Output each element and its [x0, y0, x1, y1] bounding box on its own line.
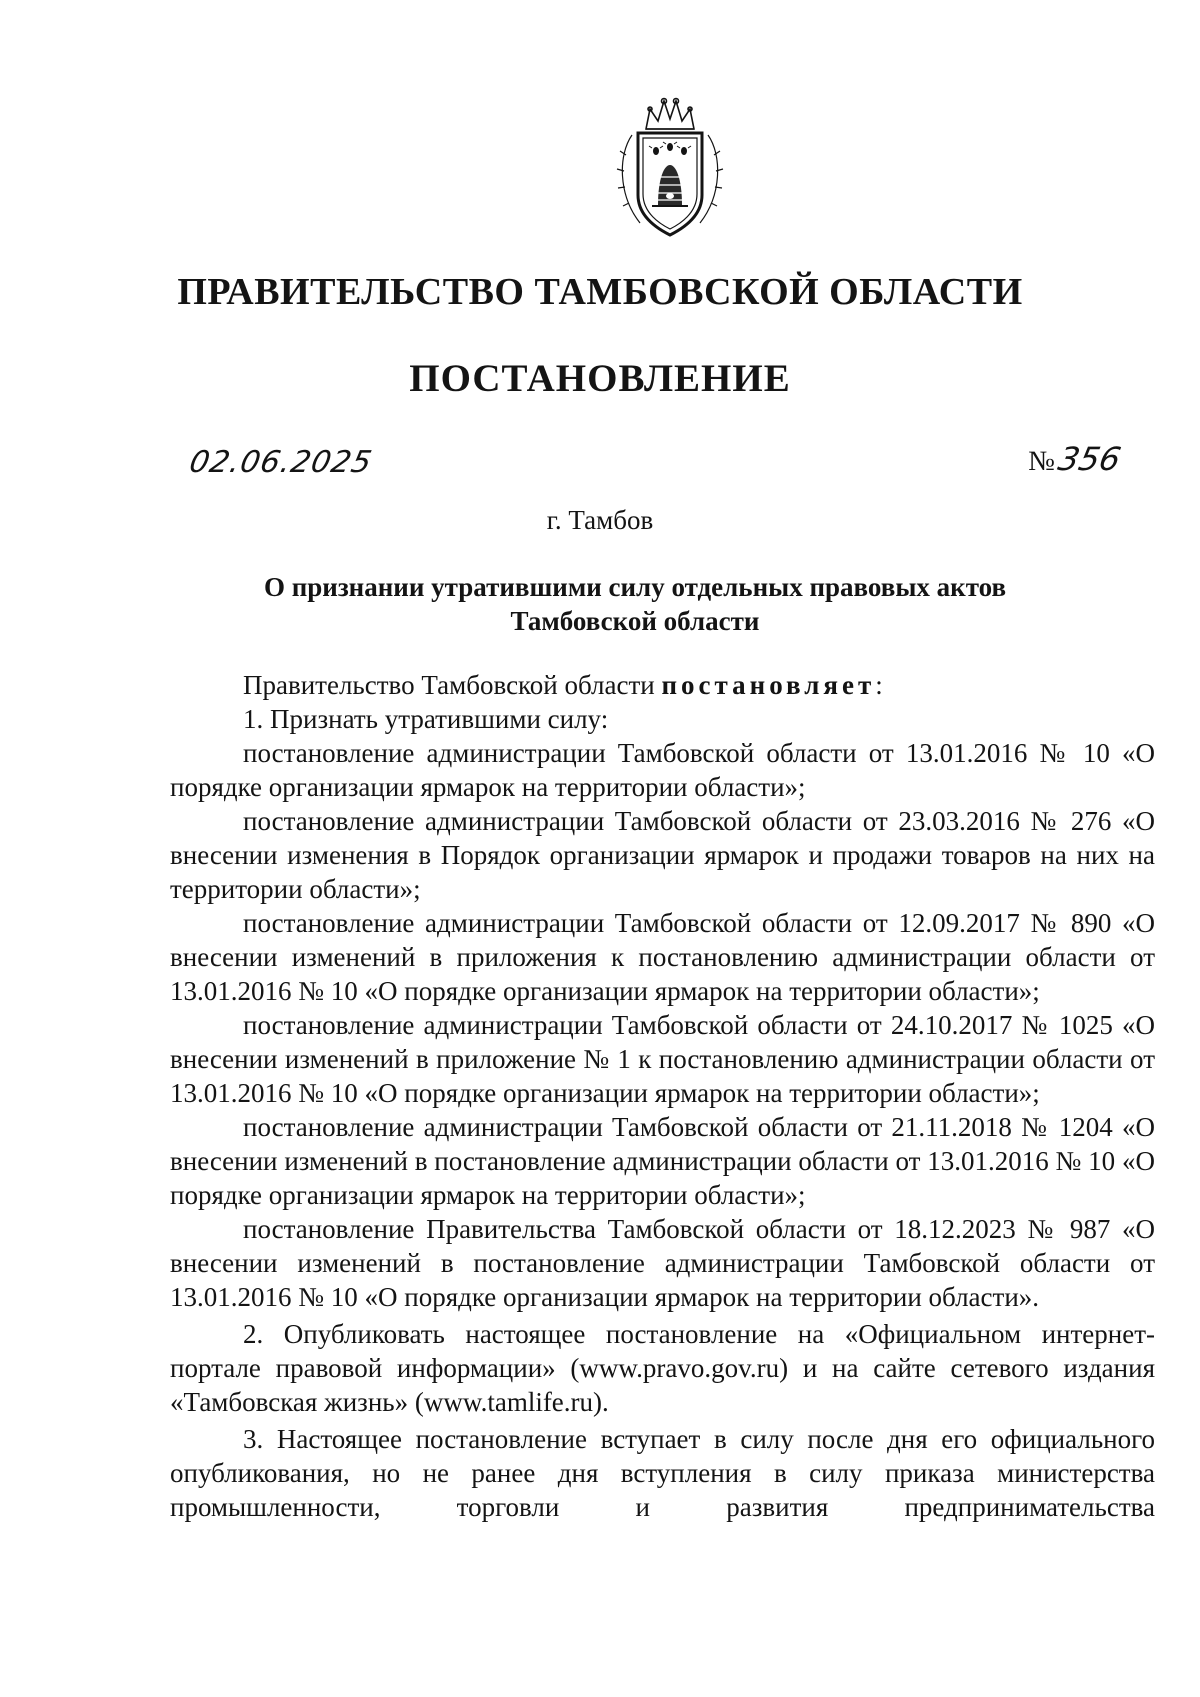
preamble-keyword: постановляет [661, 670, 876, 700]
subject-line-1: О признании утратившими силу отдельных правовых актов [263, 572, 1007, 602]
document-date [186, 445, 376, 480]
document-body [170, 668, 1155, 1524]
item-3: 3. Настоящее постановление вступает в силу после дня его официального опубликования, но не ранее дня вступления в силу приказа министерства промышленности, торговли и развития предпринимательства [170, 1424, 1155, 1522]
preamble-text: Правительство Тамбовской области [243, 670, 655, 700]
repealed-act: постановление администрации Тамбовской области от 23.03.2016 № 276 «О внесении изменения в Порядок организации ярмарок и продажи товаров на них на территории области»; [170, 806, 1155, 904]
preamble [170, 668, 1155, 702]
item-1: 1. Признать утратившими силу: [243, 704, 609, 734]
handwritten-number: 356 [1054, 440, 1125, 478]
coat-of-arms-icon [612, 95, 728, 240]
subject-line-2: Тамбовской области [510, 606, 760, 636]
document-type-title: ПОСТАНОВЛЕНИЕ [409, 357, 791, 400]
repealed-act: постановление администрации Тамбовской области от 21.11.2018 № 1204 «О внесении изменений в постановление администрации области от 13.01.2016 № 10 «О порядке организации ярмарок на территории области»; [170, 1112, 1155, 1210]
document-city: г. Тамбов [546, 505, 654, 535]
handwritten-date: 02.06.2025 [186, 445, 376, 480]
repealed-act: постановление Правительства Тамбовской области от 18.12.2023 № 987 «О внесении изменений в постановление администрации Тамбовской области от 13.01.2016 № 10 «О порядке организации ярмарок на территории области». [170, 1214, 1155, 1312]
preamble-end: : [875, 670, 883, 700]
item-2: 2. Опубликовать настоящее постановление на «Официальном интернет-портале правовой информации» (www.pravo.gov.ru) и на сайте сетевого издания «Тамбовская жизнь» (www.tamlife.ru). [170, 1319, 1155, 1417]
repealed-act: постановление администрации Тамбовской области от 13.01.2016 № 10 «О порядке организации ярмарок на территории области»; [170, 738, 1155, 802]
repealed-act: постановление администрации Тамбовской области от 12.09.2017 № 890 «О внесении изменений в приложения к постановлению администрации области от 13.01.2016 № 10 «О порядке организации ярмарок на территории области»; [170, 908, 1155, 1006]
document-subject [150, 570, 1120, 638]
document-number [1028, 440, 1125, 478]
repealed-act: постановление администрации Тамбовской области от 24.10.2017 № 1025 «О внесении изменений в приложение № 1 к постановлению администрации области от 13.01.2016 № 10 «О порядке организации ярмарок на территории области»; [170, 1010, 1155, 1108]
number-prefix: № [1028, 446, 1055, 477]
organization-title: ПРАВИТЕЛЬСТВО ТАМБОВСКОЙ ОБЛАСТИ [177, 271, 1023, 313]
